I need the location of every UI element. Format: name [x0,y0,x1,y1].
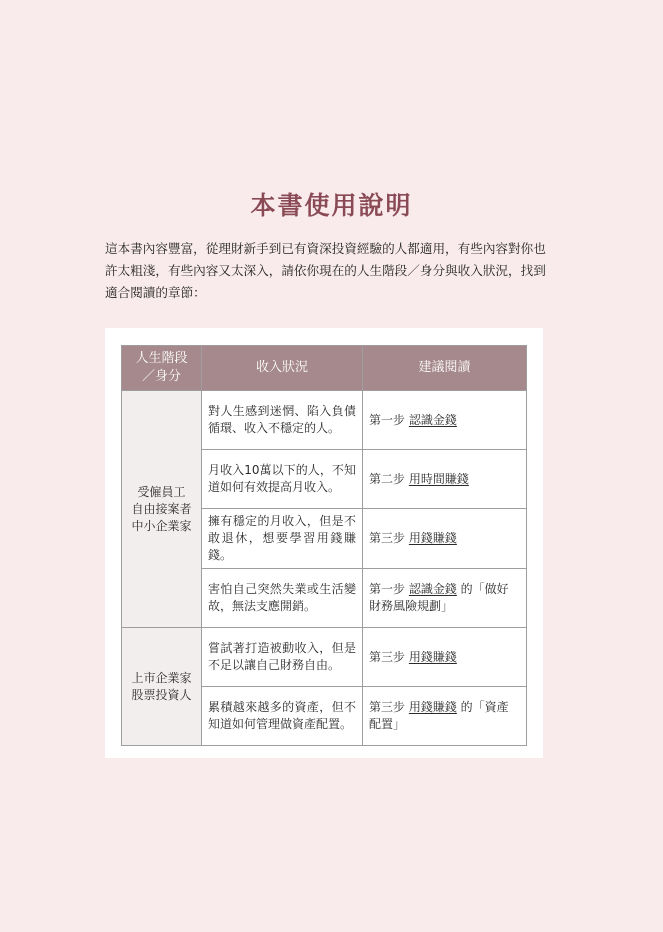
chapter-suffix: 的「資產配置」 [369,700,509,731]
role-cell-employee [122,391,202,628]
step-label: 第三步 [369,649,406,664]
income-cell: 月收入10萬以下的人，不知道如何有效提高月收入。 [202,450,363,509]
reading-cell [363,450,527,509]
step-label: 第一步 [369,412,406,427]
chapter-link: 認識金錢 [408,412,457,427]
role-line: 中小企業家 [131,518,192,533]
chapter-suffix: 的「做好財務風險規劃」 [369,582,509,613]
reading-cell [363,628,527,687]
reading-cell [363,391,527,450]
step-label: 第三步 [369,531,406,545]
income-cell: 害怕自己突然失業或生活變故，無法支應開銷。 [202,569,363,628]
table-row [122,628,527,687]
role-line: 股票投資人 [131,687,192,702]
income-cell: 對人生感到迷惘、陷入負債循環、收入不穩定的人。 [202,391,363,450]
header-stage [122,346,202,391]
income-cell: 累積越來越多的資產，但不知道如何管理做資產配置。 [202,687,363,746]
reading-cell [363,569,527,628]
role-line: 上市企業家 [131,670,192,685]
reading-cell [363,687,527,746]
chapter-link: 認識金錢 [408,582,457,596]
page-title: 本書使用說明 [250,191,413,220]
chapter-link: 用時間賺錢 [408,471,469,486]
header-stage-line1: 人生階段 [135,351,188,366]
table-header-row [122,346,527,391]
header-income: 收入狀況 [202,346,363,391]
reading-guide-table [121,345,527,746]
guide-panel [105,328,543,758]
role-cell-investor [122,628,202,746]
chapter-link: 用錢賺錢 [408,700,457,714]
role-line: 自由接案者 [131,501,192,516]
income-cell: 擁有穩定的月收入，但是不敢退休，想要學習用錢賺錢。 [202,509,363,569]
chapter-link: 用錢賺錢 [408,649,457,664]
step-label: 第二步 [369,471,406,486]
step-label: 第一步 [369,582,406,596]
intro-paragraph: 這本書內容豐富，從理財新手到已有資深投資經驗的人都適用，有些內容對你也許太粗淺，有些內容又太深入，請依你現在的人生階段／身分與收入狀況，找到適合閱讀的章節： [105,241,546,300]
reading-cell [363,509,527,569]
chapter-link: 用錢賺錢 [408,531,457,545]
header-reading: 建議閱讀 [363,346,527,391]
role-line: 受僱員工 [137,484,186,499]
income-cell: 嘗試著打造被動收入，但是不足以讓自己財務自由。 [202,628,363,687]
table-row [122,391,527,450]
header-stage-line2: ／身分 [141,369,181,384]
step-label: 第三步 [369,700,406,714]
